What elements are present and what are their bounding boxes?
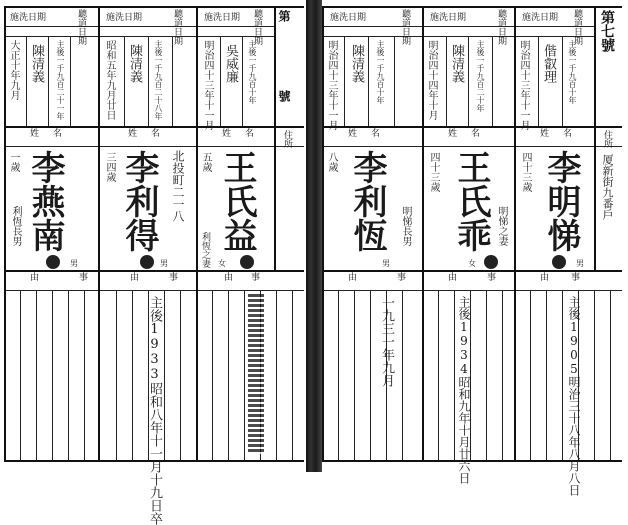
- record-name: 李明悌: [541, 150, 581, 252]
- record-tuitian-date: 主後一千九百二十年: [476, 40, 485, 112]
- header-baptism: 施洗日期: [330, 13, 367, 23]
- record-tuitian-date: 主後一千九百二十一年: [56, 40, 65, 120]
- header-reason: 由事: [448, 273, 527, 283]
- record-baptism-date: 昭和五年九月廿日: [104, 40, 115, 120]
- seal-stamp: [140, 255, 154, 269]
- binding-thread: [248, 294, 264, 454]
- header-baptism: 施洗日期: [430, 13, 467, 23]
- record-name: 王氏乖: [451, 150, 491, 252]
- book-number: 第: [277, 10, 291, 22]
- header-reason: 由事: [540, 273, 603, 283]
- header-baptism: 施洗日期: [522, 13, 559, 23]
- header-reason: 由事: [348, 273, 447, 283]
- record-name: 李利恆: [347, 150, 387, 252]
- header-baptism: 施洗日期: [204, 13, 241, 23]
- record-address: 北投町二一八: [171, 150, 185, 222]
- record-baptism-date: 大正十年九月: [8, 40, 19, 100]
- record-tuitian-date: 主後一千九百十年: [248, 40, 257, 104]
- record-relation: 利恆長男: [10, 206, 21, 246]
- record-tuitian-date: 主後一千九百二十八年: [154, 40, 163, 120]
- sex-label: 男: [576, 259, 584, 268]
- record-tuitian-date: 主後一千九百十年: [568, 40, 577, 104]
- header-name: 姓名: [540, 129, 587, 139]
- record-event: 主後1933昭和八年十一月十九日卒: [147, 296, 162, 525]
- header-tuitian: 聽道日期: [496, 9, 506, 45]
- record-event: 主後1934昭和九年十月廿六日: [457, 296, 471, 484]
- seal-stamp: [484, 255, 498, 269]
- header-address: 住所: [602, 130, 612, 148]
- record-pastor: 吳威廉: [223, 44, 238, 83]
- record-age: 三四歲: [104, 152, 115, 182]
- right-page: [318, 0, 628, 496]
- record-name: 李燕南: [25, 150, 65, 252]
- record-age: 四十三歲: [520, 152, 531, 192]
- sex-label: 女: [218, 259, 226, 268]
- record-name: 李利得: [119, 150, 159, 252]
- record-baptism-date: 明治四十四年十月: [426, 40, 437, 120]
- record-age: 五歲: [200, 152, 211, 172]
- sex-label: 男: [70, 259, 78, 268]
- book-number: 號: [277, 90, 291, 102]
- book-number: 第七號: [599, 10, 615, 52]
- record-pastor: 陳清義: [127, 44, 142, 83]
- record-age: 八歲: [326, 152, 337, 172]
- header-reason: 由事: [130, 273, 209, 283]
- record-age: 一歲: [8, 152, 19, 172]
- header-baptism: 施洗日期: [10, 13, 47, 23]
- record-pastor: 陳清義: [449, 44, 464, 83]
- record-pastor: 陳清義: [29, 44, 44, 83]
- record-event: 一九三一年九月: [379, 296, 394, 387]
- record-event: 主後1905明治三十八年八月八日: [567, 296, 581, 496]
- seal-stamp: [552, 255, 566, 269]
- record-baptism-date: 明治四十三年十一月: [518, 40, 529, 130]
- header-tuitian: 聽道日期: [76, 9, 86, 45]
- header-tuitian: 聽道日期: [252, 9, 262, 45]
- sex-label: 女: [468, 259, 476, 268]
- header-name: 姓名: [348, 129, 395, 139]
- sex-label: 男: [160, 259, 168, 268]
- record-baptism-date: 明治四十三年十一月: [202, 40, 213, 130]
- header-name: 姓名: [128, 129, 175, 139]
- record-name: 王氏益: [217, 150, 257, 252]
- record-pastor: 偕叡理: [541, 44, 556, 83]
- header-reason: 由事: [30, 273, 129, 283]
- header-tuitian: 聽道日期: [172, 9, 182, 45]
- sex-label: 男: [382, 259, 390, 268]
- record-relation: 利恆之妻: [200, 232, 210, 268]
- header-address: 住所: [282, 130, 292, 148]
- header-name: 姓名: [222, 129, 269, 139]
- seal-stamp: [46, 255, 60, 269]
- seal-stamp: [240, 255, 254, 269]
- record-relation: 明悌長男: [400, 206, 411, 246]
- header-reason: 由事: [224, 273, 279, 283]
- header-tuitian: 聽道日期: [400, 9, 410, 45]
- header-name: 姓名: [448, 129, 495, 139]
- record-address: 厦新街九番戶: [601, 154, 614, 220]
- header-name: 姓名: [30, 129, 77, 139]
- header-baptism: 施洗日期: [106, 13, 143, 23]
- header-tuitian: 聽道日期: [572, 9, 582, 45]
- left-page: [0, 0, 310, 525]
- record-pastor: 陳清義: [349, 44, 364, 83]
- record-baptism-date: 明治四十三年十一月: [326, 40, 337, 130]
- record-age: 四十三歲: [428, 152, 439, 192]
- record-relation: 明悌之妻: [496, 206, 507, 246]
- record-tuitian-date: 主後一千九百十年: [376, 40, 385, 104]
